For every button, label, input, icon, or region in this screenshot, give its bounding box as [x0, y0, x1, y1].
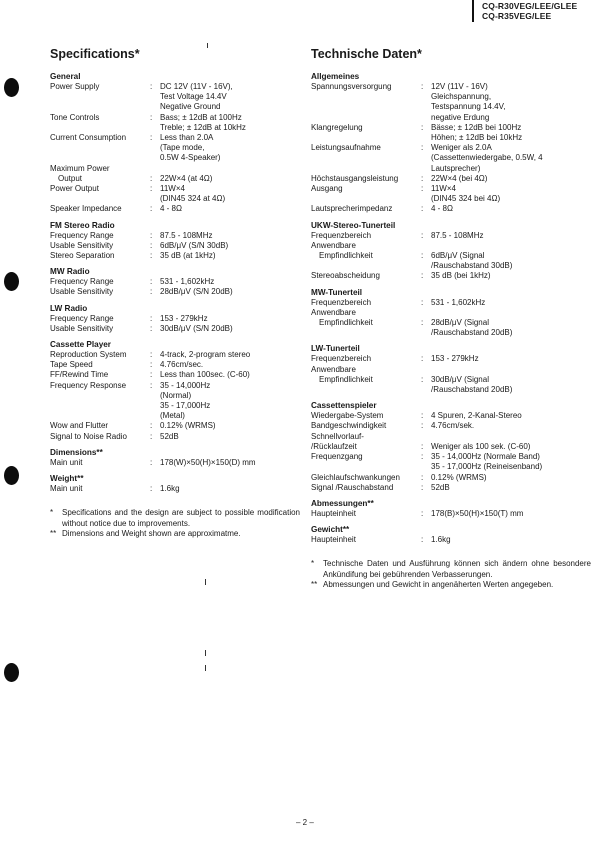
page-number: – 2 – [296, 818, 314, 827]
colon-separator: : [150, 230, 153, 240]
english-spec-body [50, 72, 300, 494]
spec-label: Ausgang [311, 184, 343, 194]
spec-row [50, 204, 300, 214]
colon-separator: : [150, 431, 153, 441]
spec-value-line: 1.6kg [160, 484, 180, 494]
spec-value [431, 271, 591, 281]
footnote-mark: * [50, 508, 54, 518]
spec-value-line: DC 12V (11V - 16V), [160, 82, 233, 91]
colon-separator: : [421, 472, 424, 482]
section-heading: Dimensions** [50, 447, 103, 457]
colon-separator: : [421, 482, 424, 492]
spec-label: Wiedergabe-System [311, 411, 384, 421]
spec-value-line: Negative Ground [160, 102, 221, 112]
section-heading: MW-Tunerteil [311, 287, 363, 297]
footnote-mark: ** [50, 528, 57, 538]
colon-separator [421, 365, 431, 375]
spec-label: Haupteinheit [311, 508, 356, 518]
spec-row [50, 421, 300, 431]
specifications-title: Specifications* [50, 47, 140, 61]
spec-value-line: 4 - 8Ω [160, 204, 182, 214]
spec-value [431, 251, 591, 271]
spec-row [50, 324, 300, 334]
german-spec-body [311, 72, 591, 545]
spec-label: /Rücklaufzeit [311, 441, 357, 451]
colon-separator: : [421, 535, 424, 545]
spec-label: Frequency Range [50, 277, 114, 287]
spec-value-line: 87.5 - 108MHz [431, 230, 484, 240]
spec-row [50, 350, 300, 360]
spec-row [311, 354, 591, 364]
spec-value-line: Bass; ± 12dB at 100Hz [160, 112, 242, 122]
spec-value-line: 35 - 17,000Hz (Reineisenband) [431, 462, 543, 472]
spec-row [50, 370, 300, 380]
spec-label: Schnellvorlauf- [311, 431, 364, 441]
spec-row [311, 473, 591, 483]
spec-value-line: 6dB/μV (S/N 30dB) [160, 240, 229, 250]
spec-value-line: Less than 2.0A [160, 133, 214, 143]
spec-value-line: Gleichspannung, [431, 92, 492, 102]
spec-value [160, 241, 300, 251]
spec-value-line: 87.5 - 108MHz [160, 230, 213, 240]
spec-row [311, 483, 591, 493]
spec-value [431, 231, 591, 241]
spec-value-line: (Metal) [160, 411, 185, 421]
spec-value-line: Höhen; ± 12dB bei 10kHz [431, 133, 523, 143]
colon-separator: : [421, 508, 424, 518]
spec-value-line: 4.76cm/sek. [431, 421, 475, 431]
spec-value-line: /Rauschabstand 20dB) [431, 328, 513, 338]
spec-row [311, 308, 591, 318]
spec-label: Tone Controls [50, 112, 100, 122]
spec-value-line: 0.12% (WRMS) [160, 421, 216, 431]
colon-separator: : [421, 297, 424, 307]
section-heading: MW Radio [50, 267, 90, 277]
section-heading: Cassette Player [50, 340, 111, 350]
spec-value [160, 421, 300, 431]
spec-value-line: Weniger als 100 sek. (C-60) [431, 441, 531, 451]
colon-separator [150, 164, 160, 174]
spec-value-line: 35 - 17,000Hz [160, 401, 211, 411]
colon-separator: : [421, 271, 424, 281]
section-heading: LW Radio [50, 303, 88, 313]
spec-value [160, 287, 300, 297]
spec-label: Signal /Rauschabstand [311, 482, 394, 492]
spec-label: Stereoabscheidung [311, 271, 380, 281]
spec-value-line: 178(B)×50(H)×150(T) mm [431, 508, 524, 518]
spec-row [311, 231, 591, 241]
spec-value [431, 123, 591, 143]
technische-daten-title: Technische Daten* [311, 47, 422, 61]
spec-value-line: 531 - 1,602kHz [431, 297, 486, 307]
spec-value-line: 11W×4 [160, 184, 185, 194]
spec-value-line: (DIN45 324 at 4Ω) [160, 194, 226, 204]
spec-value-line: Treble; ± 12dB at 10kHz [160, 122, 246, 132]
spec-row [50, 82, 300, 113]
spec-row [50, 484, 300, 494]
spec-label: Frequency Response [50, 380, 127, 390]
colon-separator: : [421, 204, 424, 214]
spec-label: Anwendbare [311, 364, 356, 374]
spec-label: Gleichlaufschwankungen [311, 472, 400, 482]
section-heading: UKW-Stereo-Tunerteil [311, 220, 396, 230]
spec-value [431, 298, 591, 308]
footnote-text: Dimensions and Weight shown are approximatme. [62, 528, 241, 538]
english-specifications [50, 47, 300, 539]
colon-separator: : [150, 313, 153, 323]
section-heading: Allgemeines [311, 72, 360, 81]
spec-value-line: 22W×4 (at 4Ω) [160, 173, 213, 183]
footnote-mark: ** [311, 579, 318, 589]
colon-separator: : [150, 360, 153, 370]
colon-separator: : [150, 287, 153, 297]
scan-mark [205, 579, 206, 585]
footnote-text: Technische Daten und Ausführung können sich ändern ohne besondere Ankündifung bei gebührenden Verbasserungen. [323, 559, 591, 579]
spec-label: Power Supply [50, 82, 100, 91]
spec-label: Main unit [50, 457, 83, 467]
colon-separator: : [150, 484, 153, 494]
spec-value [431, 509, 591, 519]
spec-value-line: 22W×4 (bei 4Ω) [431, 173, 488, 183]
model-header [472, 0, 599, 22]
spec-label: Frequenzgang [311, 452, 363, 462]
spec-value-line: 52dB [160, 431, 179, 441]
spec-value-line: /Rauschabstand 30dB) [431, 261, 513, 271]
spec-value [431, 365, 591, 375]
spec-value-line: Test Voltage 14.4V [160, 92, 227, 102]
model-line-1: CQ-R30VEG/LEE/GLEE [482, 1, 578, 11]
colon-separator: : [421, 122, 424, 132]
colon-separator: : [421, 452, 424, 462]
spec-value-line: 531 - 1,602kHz [160, 277, 215, 287]
spec-value [160, 277, 300, 287]
spec-row [50, 287, 300, 297]
section-heading: LW-Tunerteil [311, 344, 360, 354]
spec-value [160, 204, 300, 214]
colon-separator: : [150, 457, 153, 467]
spec-value [160, 184, 300, 204]
binder-hole-icon [4, 466, 19, 485]
spec-value [431, 432, 591, 442]
spec-value [431, 82, 591, 123]
spec-value [160, 231, 300, 241]
spec-row [50, 432, 300, 442]
spec-row [50, 184, 300, 204]
colon-separator: : [421, 421, 424, 431]
spec-row [311, 143, 591, 174]
binder-hole-icon [4, 663, 19, 682]
spec-value [431, 452, 591, 472]
spec-label: Power Output [50, 184, 99, 194]
spec-value-line: (Normal) [160, 390, 192, 400]
binder-hole-icon [4, 272, 19, 291]
spec-value-line: Testspannung 14.4V, [431, 102, 506, 112]
spec-value [431, 375, 591, 395]
spec-value-line: 35 dB (at 1kHz) [160, 251, 216, 261]
spec-value-line: 35 - 14,000Hz (Normale Band) [431, 452, 540, 462]
spec-value-line: 28dB/μV (Signal [431, 318, 489, 328]
spec-row [50, 458, 300, 468]
spec-label: FF/Rewind Time [50, 370, 109, 380]
spec-value [431, 442, 591, 452]
spec-label: Speaker Impedance [50, 204, 122, 214]
spec-row [311, 411, 591, 421]
spec-value [160, 324, 300, 334]
spec-label: Lautsprecherimpedanz [311, 204, 393, 214]
spec-value [431, 143, 591, 174]
spec-row [311, 509, 591, 519]
colon-separator: : [150, 173, 153, 183]
spec-value [431, 318, 591, 338]
spec-value-line: 4 Spuren, 2-Kanal-Stereo [431, 411, 522, 421]
spec-row [311, 174, 591, 184]
spec-row [50, 360, 300, 370]
spec-row [50, 174, 300, 184]
spec-label: Frequenzbereich [311, 230, 372, 240]
spec-value-line: 6dB/μV (Signal [431, 251, 485, 261]
colon-separator: : [150, 251, 153, 261]
colon-separator: : [150, 323, 153, 333]
spec-label: Bandgeschwindigkeit [311, 421, 387, 431]
spec-row [50, 241, 300, 251]
colon-separator [421, 241, 431, 251]
spec-value-line: 52dB [431, 482, 450, 492]
spec-row [311, 432, 591, 442]
spec-row [311, 123, 591, 143]
spec-value-line: (Tape mode, [160, 143, 205, 153]
spec-label: Usable Sensitivity [50, 240, 114, 250]
colon-separator: : [150, 421, 153, 431]
colon-separator: : [150, 370, 153, 380]
spec-value-line: 11W×4 [431, 184, 456, 194]
spec-value [431, 411, 591, 421]
colon-separator: : [150, 204, 153, 214]
spec-value [160, 458, 300, 468]
spec-value-line: 178(W)×50(H)×150(D) mm [160, 457, 256, 467]
colon-separator [421, 308, 431, 318]
spec-value-line: 0.5W 4-Speaker) [160, 153, 221, 163]
section-heading: Gewicht** [311, 525, 350, 535]
spec-value-line: 30dB/μV (S/N 20dB) [160, 323, 233, 333]
spec-label: Main unit [50, 484, 83, 494]
colon-separator: : [421, 82, 424, 91]
spec-label: Tape Speed [50, 360, 93, 370]
spec-value-line: 30dB/μV (Signal [431, 374, 489, 384]
spec-label: Signal to Noise Radio [50, 431, 127, 441]
spec-label: Usable Sensitivity [50, 323, 114, 333]
spec-value [431, 204, 591, 214]
spec-value-line: 12V (11V - 16V) [431, 82, 488, 91]
spec-value-line: negative Erdung [431, 112, 490, 122]
spec-value-line: 4.76cm/sec. [160, 360, 204, 370]
spec-label: Usable Sensitivity [50, 287, 114, 297]
colon-separator: : [421, 184, 424, 194]
spec-value [431, 308, 591, 318]
spec-label: Klangregelung [311, 122, 363, 132]
spec-row [50, 231, 300, 241]
colon-separator: : [421, 411, 424, 421]
footnote [50, 508, 300, 528]
spec-value [160, 360, 300, 370]
spec-label: Frequenzbereich [311, 297, 372, 307]
spec-value [160, 164, 300, 174]
spec-value [160, 113, 300, 133]
colon-separator: : [150, 82, 153, 91]
spec-value-line: 4 - 8Ω [431, 204, 453, 214]
section-heading: Abmessungen** [311, 498, 374, 508]
footnote-text: Specifications and the design are subject to possible modification without notice due to improvements. [62, 508, 300, 528]
spec-label: Maximum Power [50, 163, 110, 173]
spec-row [50, 381, 300, 422]
colon-separator: : [150, 240, 153, 250]
spec-value [160, 432, 300, 442]
spec-value [160, 381, 300, 422]
footnote [311, 559, 591, 579]
colon-separator: : [421, 230, 424, 240]
spec-value [160, 484, 300, 494]
section-heading: General [50, 72, 81, 81]
spec-value [431, 535, 591, 545]
colon-separator: : [421, 354, 424, 364]
spec-row [311, 204, 591, 214]
spec-label: Empfindlichkeit [319, 251, 373, 261]
spec-label: Frequency Range [50, 313, 114, 323]
spec-value-line: 153 - 279kHz [431, 354, 479, 364]
spec-label: Höchstausgangsleistung [311, 173, 399, 183]
spec-label: Empfindlichkeit [319, 374, 373, 384]
colon-separator: : [150, 380, 153, 390]
spec-value-line: Bässe; ± 12dB bei 100Hz [431, 122, 522, 132]
spec-row [50, 277, 300, 287]
spec-label: Empfindlichkeit [319, 318, 373, 328]
spec-row [50, 314, 300, 324]
german-specifications [311, 47, 591, 590]
colon-separator: : [421, 441, 424, 451]
colon-separator: : [150, 350, 153, 360]
spec-value-line: (DIN45 324 bei 4Ω) [431, 194, 501, 204]
colon-separator: : [421, 374, 424, 384]
spec-row [311, 421, 591, 431]
spec-value [431, 174, 591, 184]
spec-label: Output [58, 173, 83, 183]
spec-value [431, 421, 591, 431]
german-footnotes [311, 559, 591, 590]
section-heading: FM Stereo Radio [50, 220, 115, 230]
spec-value [160, 314, 300, 324]
scan-mark [205, 665, 206, 671]
spec-value-line: 4-track, 2-program stereo [160, 350, 251, 360]
footnote [311, 580, 591, 590]
colon-separator: : [150, 112, 153, 122]
spec-label: Leistungsaufnahme [311, 143, 381, 153]
spec-value-line: Less than 100sec. (C-60) [160, 370, 250, 380]
spec-row [311, 271, 591, 281]
spec-label: Haupteinheit [311, 535, 356, 545]
spec-label: Stereo Separation [50, 251, 115, 261]
spec-value [431, 354, 591, 364]
colon-separator: : [150, 277, 153, 287]
section-heading: Cassettenspieler [311, 401, 377, 411]
spec-value [160, 82, 300, 113]
spec-row [311, 535, 591, 545]
spec-value-line: 0.12% (WRMS) [431, 472, 487, 482]
spec-value-line: Weniger als 2.0A [431, 143, 492, 153]
spec-label: Frequency Range [50, 230, 114, 240]
spec-row [50, 164, 300, 174]
spec-row [311, 365, 591, 375]
spec-label: Anwendbare [311, 307, 356, 317]
colon-separator: : [421, 143, 424, 153]
spec-label: Wow and Flutter [50, 421, 109, 431]
colon-separator: : [421, 318, 424, 328]
spec-value [160, 370, 300, 380]
spec-value [160, 133, 300, 164]
spec-value-line: 28dB/μV (S/N 20dB) [160, 287, 233, 297]
scan-mark [205, 650, 206, 656]
spec-value [431, 483, 591, 493]
spec-row [311, 184, 591, 204]
spec-row [311, 241, 591, 251]
spec-value-line: 35 dB (bei 1kHz) [431, 271, 491, 281]
spec-row [311, 251, 591, 271]
spec-value [431, 241, 591, 251]
footnote-text: Abmessungen und Gewicht in angenäherten Werten angegeben. [323, 579, 554, 589]
spec-row [311, 375, 591, 395]
spec-value [431, 473, 591, 483]
colon-separator: : [421, 173, 424, 183]
spec-row [311, 442, 591, 452]
spec-value [431, 184, 591, 204]
colon-separator: : [421, 251, 424, 261]
spec-value-line: 1.6kg [431, 535, 451, 545]
spec-row [311, 298, 591, 308]
spec-row [50, 113, 300, 133]
english-footnotes [50, 508, 300, 539]
colon-separator: : [150, 133, 153, 143]
spec-row [311, 82, 591, 123]
footnote-mark: * [311, 559, 315, 569]
spec-row [311, 452, 591, 472]
spec-value [160, 174, 300, 184]
spec-value [160, 350, 300, 360]
model-line-2: CQ-R35VEG/LEE [482, 11, 552, 21]
spec-label: Current Consumption [50, 133, 127, 143]
spec-value-line: 35 - 14,000Hz [160, 380, 211, 390]
spec-label: Spannungsversorgung [311, 82, 392, 91]
spec-value-line: 153 - 279kHz [160, 313, 208, 323]
spec-value-line: Lautsprecher) [431, 163, 481, 173]
spec-row [50, 133, 300, 164]
spec-value-line: /Rauschabstand 20dB) [431, 385, 513, 395]
section-heading: Weight** [50, 474, 84, 484]
colon-separator [421, 432, 431, 442]
spec-label: Frequenzbereich [311, 354, 372, 364]
spec-label: Anwendbare [311, 240, 356, 250]
binder-hole-icon [4, 78, 19, 97]
footnote [50, 529, 300, 539]
colon-separator: : [150, 184, 153, 194]
spec-label: Reproduction System [50, 350, 127, 360]
spec-row [50, 251, 300, 261]
spec-value-line: (Cassettenwiedergabe, 0.5W, 4 [431, 153, 543, 163]
spec-row [311, 318, 591, 338]
spec-value [160, 251, 300, 261]
